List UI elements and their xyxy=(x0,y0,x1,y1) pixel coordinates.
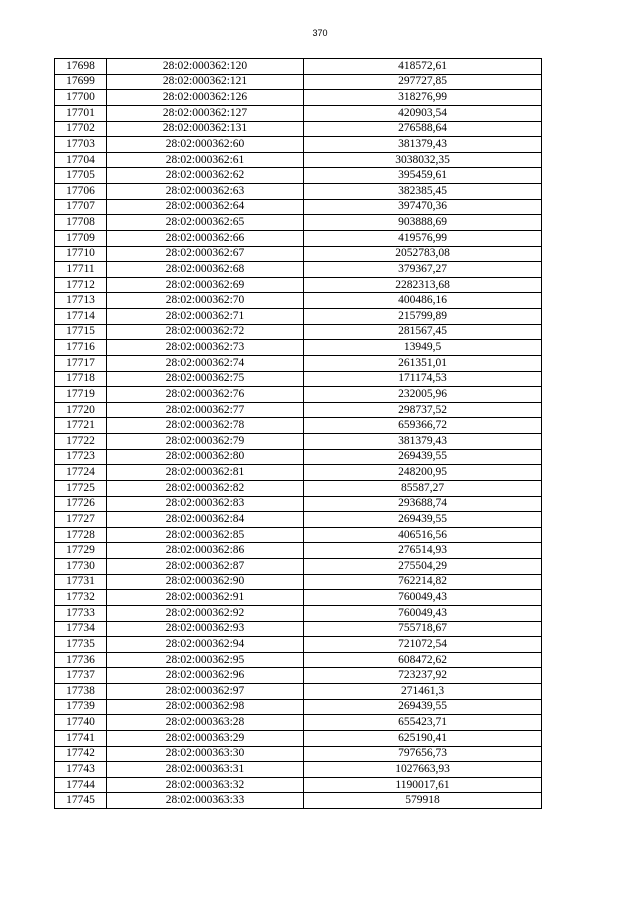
table-row xyxy=(55,199,542,215)
cadastral-number-cell: 28:02:000362:66 xyxy=(107,230,304,246)
cadastral-number-cell: 28:02:000362:74 xyxy=(107,355,304,371)
row-number-cell: 17709 xyxy=(55,230,107,246)
value-cell: 276514,93 xyxy=(304,543,542,559)
value-cell: 215799,89 xyxy=(304,309,542,325)
table-row xyxy=(55,730,542,746)
value-cell: 721072,54 xyxy=(304,637,542,653)
cadastral-number-cell: 28:02:000362:67 xyxy=(107,246,304,262)
value-cell: 281567,45 xyxy=(304,324,542,340)
table-row xyxy=(55,105,542,121)
value-cell: 275504,29 xyxy=(304,559,542,575)
table-row xyxy=(55,465,542,481)
value-cell: 655423,71 xyxy=(304,715,542,731)
table-row xyxy=(55,574,542,590)
cadastral-number-cell: 28:02:000362:77 xyxy=(107,402,304,418)
row-number-cell: 17738 xyxy=(55,684,107,700)
row-number-cell: 17734 xyxy=(55,621,107,637)
table-row xyxy=(55,137,542,153)
row-number-cell: 17712 xyxy=(55,277,107,293)
cadastral-number-cell: 28:02:000362:70 xyxy=(107,293,304,309)
value-cell: 762214,82 xyxy=(304,574,542,590)
row-number-cell: 17702 xyxy=(55,121,107,137)
table-row xyxy=(55,449,542,465)
value-cell: 760049,43 xyxy=(304,590,542,606)
value-cell: 659366,72 xyxy=(304,418,542,434)
row-number-cell: 17720 xyxy=(55,402,107,418)
value-cell: 381379,43 xyxy=(304,434,542,450)
table-row xyxy=(55,668,542,684)
row-number-cell: 17706 xyxy=(55,184,107,200)
row-number-cell: 17730 xyxy=(55,559,107,575)
table-row xyxy=(55,496,542,512)
cadastral-number-cell: 28:02:000362:65 xyxy=(107,215,304,231)
value-cell: 400486,16 xyxy=(304,293,542,309)
row-number-cell: 17742 xyxy=(55,746,107,762)
cadastral-number-cell: 28:02:000362:62 xyxy=(107,168,304,184)
table-row xyxy=(55,293,542,309)
row-number-cell: 17739 xyxy=(55,699,107,715)
page-number: 370 xyxy=(312,28,328,38)
cadastral-number-cell: 28:02:000362:120 xyxy=(107,59,304,75)
value-cell: 232005,96 xyxy=(304,387,542,403)
cadastral-number-cell: 28:02:000362:127 xyxy=(107,105,304,121)
table-row xyxy=(55,277,542,293)
value-cell: 271461,3 xyxy=(304,684,542,700)
cadastral-number-cell: 28:02:000362:80 xyxy=(107,449,304,465)
row-number-cell: 17698 xyxy=(55,59,107,75)
table-row xyxy=(55,74,542,90)
table-row xyxy=(55,715,542,731)
row-number-cell: 17726 xyxy=(55,496,107,512)
cadastral-number-cell: 28:02:000362:69 xyxy=(107,277,304,293)
value-cell: 608472,62 xyxy=(304,652,542,668)
value-cell: 418572,61 xyxy=(304,59,542,75)
table-row xyxy=(55,230,542,246)
cadastral-number-cell: 28:02:000362:90 xyxy=(107,574,304,590)
table-row xyxy=(55,746,542,762)
row-number-cell: 17711 xyxy=(55,262,107,278)
table-row xyxy=(55,512,542,528)
table-row xyxy=(55,559,542,575)
cadastral-number-cell: 28:02:000362:81 xyxy=(107,465,304,481)
cadastral-number-cell: 28:02:000362:95 xyxy=(107,652,304,668)
cadastral-number-cell: 28:02:000362:84 xyxy=(107,512,304,528)
value-cell: 298737,52 xyxy=(304,402,542,418)
row-number-cell: 17745 xyxy=(55,793,107,809)
value-cell: 3038032,35 xyxy=(304,152,542,168)
value-cell: 269439,55 xyxy=(304,512,542,528)
row-number-cell: 17728 xyxy=(55,527,107,543)
value-cell: 395459,61 xyxy=(304,168,542,184)
row-number-cell: 17708 xyxy=(55,215,107,231)
table-row xyxy=(55,434,542,450)
table-row xyxy=(55,309,542,325)
value-cell: 760049,43 xyxy=(304,605,542,621)
row-number-cell: 17700 xyxy=(55,90,107,106)
table-row xyxy=(55,121,542,137)
row-number-cell: 17714 xyxy=(55,309,107,325)
table-row xyxy=(55,590,542,606)
cadastral-number-cell: 28:02:000362:78 xyxy=(107,418,304,434)
row-number-cell: 17719 xyxy=(55,387,107,403)
cadastral-number-cell: 28:02:000362:60 xyxy=(107,137,304,153)
row-number-cell: 17744 xyxy=(55,777,107,793)
value-cell: 269439,55 xyxy=(304,699,542,715)
cadastral-number-cell: 28:02:000362:61 xyxy=(107,152,304,168)
table-row xyxy=(55,684,542,700)
table-row xyxy=(55,418,542,434)
value-cell: 261351,01 xyxy=(304,355,542,371)
row-number-cell: 17713 xyxy=(55,293,107,309)
row-number-cell: 17710 xyxy=(55,246,107,262)
row-number-cell: 17723 xyxy=(55,449,107,465)
table-row xyxy=(55,340,542,356)
cadastral-number-cell: 28:02:000362:91 xyxy=(107,590,304,606)
row-number-cell: 17743 xyxy=(55,762,107,778)
table-row xyxy=(55,184,542,200)
table-row xyxy=(55,527,542,543)
row-number-cell: 17715 xyxy=(55,324,107,340)
row-number-cell: 17724 xyxy=(55,465,107,481)
value-cell: 379367,27 xyxy=(304,262,542,278)
table-row xyxy=(55,652,542,668)
value-cell: 293688,74 xyxy=(304,496,542,512)
value-cell: 723237,92 xyxy=(304,668,542,684)
cadastral-number-cell: 28:02:000362:72 xyxy=(107,324,304,340)
cadastral-number-cell: 28:02:000362:98 xyxy=(107,699,304,715)
cadastral-number-cell: 28:02:000362:64 xyxy=(107,199,304,215)
cadastral-number-cell: 28:02:000362:96 xyxy=(107,668,304,684)
row-number-cell: 17732 xyxy=(55,590,107,606)
cadastral-number-cell: 28:02:000362:75 xyxy=(107,371,304,387)
row-number-cell: 17741 xyxy=(55,730,107,746)
row-number-cell: 17701 xyxy=(55,105,107,121)
cadastral-number-cell: 28:02:000363:33 xyxy=(107,793,304,809)
row-number-cell: 17735 xyxy=(55,637,107,653)
cadastral-number-cell: 28:02:000362:71 xyxy=(107,309,304,325)
value-cell: 276588,64 xyxy=(304,121,542,137)
table-row xyxy=(55,324,542,340)
row-number-cell: 17736 xyxy=(55,652,107,668)
table-row xyxy=(55,262,542,278)
row-number-cell: 17721 xyxy=(55,418,107,434)
row-number-cell: 17733 xyxy=(55,605,107,621)
table-row xyxy=(55,605,542,621)
table-row xyxy=(55,215,542,231)
value-cell: 1190017,61 xyxy=(304,777,542,793)
value-cell: 755718,67 xyxy=(304,621,542,637)
cadastral-number-cell: 28:02:000362:83 xyxy=(107,496,304,512)
cadastral-number-cell: 28:02:000362:131 xyxy=(107,121,304,137)
table-row xyxy=(55,621,542,637)
value-cell: 269439,55 xyxy=(304,449,542,465)
value-cell: 419576,99 xyxy=(304,230,542,246)
cadastral-number-cell: 28:02:000362:126 xyxy=(107,90,304,106)
table-row xyxy=(55,90,542,106)
cadastral-number-cell: 28:02:000362:76 xyxy=(107,387,304,403)
row-number-cell: 17699 xyxy=(55,74,107,90)
row-number-cell: 17725 xyxy=(55,480,107,496)
value-cell: 85587,27 xyxy=(304,480,542,496)
value-cell: 2052783,08 xyxy=(304,246,542,262)
value-cell: 1027663,93 xyxy=(304,762,542,778)
value-cell: 381379,43 xyxy=(304,137,542,153)
value-cell: 248200,95 xyxy=(304,465,542,481)
value-cell: 382385,45 xyxy=(304,184,542,200)
cadastral-number-cell: 28:02:000362:93 xyxy=(107,621,304,637)
cadastral-number-cell: 28:02:000362:82 xyxy=(107,480,304,496)
value-cell: 318276,99 xyxy=(304,90,542,106)
table-row xyxy=(55,637,542,653)
row-number-cell: 17729 xyxy=(55,543,107,559)
cadastral-number-cell: 28:02:000363:30 xyxy=(107,746,304,762)
table-row xyxy=(55,793,542,809)
cadastral-number-cell: 28:02:000362:94 xyxy=(107,637,304,653)
cadastral-number-cell: 28:02:000363:28 xyxy=(107,715,304,731)
row-number-cell: 17707 xyxy=(55,199,107,215)
row-number-cell: 17716 xyxy=(55,340,107,356)
cadastral-number-cell: 28:02:000362:92 xyxy=(107,605,304,621)
table-row xyxy=(55,480,542,496)
value-cell: 297727,85 xyxy=(304,74,542,90)
row-number-cell: 17718 xyxy=(55,371,107,387)
table-row xyxy=(55,59,542,75)
row-number-cell: 17727 xyxy=(55,512,107,528)
table-row xyxy=(55,246,542,262)
cadastral-number-cell: 28:02:000362:63 xyxy=(107,184,304,200)
table-body xyxy=(55,59,542,809)
value-cell: 420903,54 xyxy=(304,105,542,121)
cadastral-number-cell: 28:02:000362:87 xyxy=(107,559,304,575)
row-number-cell: 17705 xyxy=(55,168,107,184)
row-number-cell: 17737 xyxy=(55,668,107,684)
table-row xyxy=(55,762,542,778)
cadastral-number-cell: 28:02:000362:79 xyxy=(107,434,304,450)
cadastral-number-cell: 28:02:000363:31 xyxy=(107,762,304,778)
cadastral-number-cell: 28:02:000362:97 xyxy=(107,684,304,700)
table-row xyxy=(55,402,542,418)
table-row xyxy=(55,699,542,715)
row-number-cell: 17717 xyxy=(55,355,107,371)
cadastral-number-cell: 28:02:000362:73 xyxy=(107,340,304,356)
table-row xyxy=(55,371,542,387)
value-cell: 2282313,68 xyxy=(304,277,542,293)
cadastral-number-cell: 28:02:000362:121 xyxy=(107,74,304,90)
cadastral-number-cell: 28:02:000363:32 xyxy=(107,777,304,793)
cadastral-number-cell: 28:02:000363:29 xyxy=(107,730,304,746)
value-cell: 797656,73 xyxy=(304,746,542,762)
row-number-cell: 17740 xyxy=(55,715,107,731)
value-cell: 13949,5 xyxy=(304,340,542,356)
table-row xyxy=(55,355,542,371)
cadastral-number-cell: 28:02:000362:85 xyxy=(107,527,304,543)
cadastral-table xyxy=(54,58,542,809)
table-row xyxy=(55,168,542,184)
table-row xyxy=(55,777,542,793)
row-number-cell: 17722 xyxy=(55,434,107,450)
value-cell: 903888,69 xyxy=(304,215,542,231)
row-number-cell: 17731 xyxy=(55,574,107,590)
row-number-cell: 17704 xyxy=(55,152,107,168)
value-cell: 397470,36 xyxy=(304,199,542,215)
row-number-cell: 17703 xyxy=(55,137,107,153)
value-cell: 579918 xyxy=(304,793,542,809)
value-cell: 171174,53 xyxy=(304,371,542,387)
table-row xyxy=(55,543,542,559)
cadastral-number-cell: 28:02:000362:86 xyxy=(107,543,304,559)
cadastral-number-cell: 28:02:000362:68 xyxy=(107,262,304,278)
table-row xyxy=(55,387,542,403)
value-cell: 625190,41 xyxy=(304,730,542,746)
table-row xyxy=(55,152,542,168)
value-cell: 406516,56 xyxy=(304,527,542,543)
